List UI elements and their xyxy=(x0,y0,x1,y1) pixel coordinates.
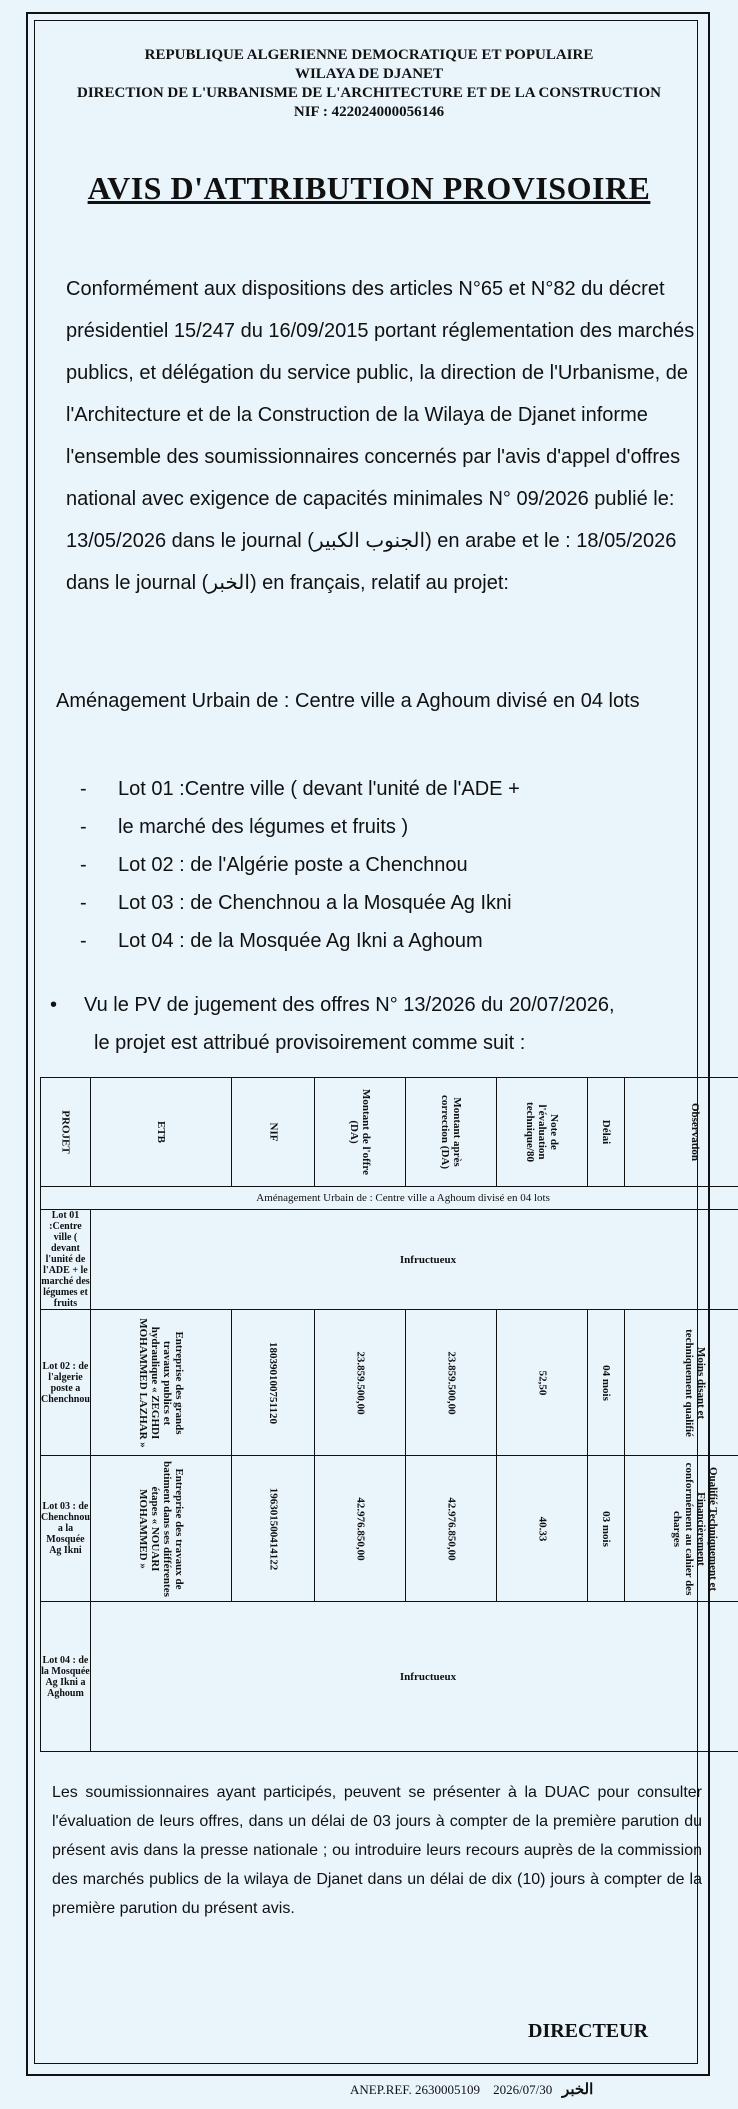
nif-cell: 180390100751120 xyxy=(231,1310,315,1456)
list-item: - Lot 02 : de l'Algérie poste a Chenchnou xyxy=(80,846,520,884)
header-nif: NIF : 422024000056146 xyxy=(293,104,445,120)
column-header: NIF xyxy=(231,1078,315,1187)
column-header: Montant de l'offre (DA) xyxy=(315,1078,406,1187)
table-row xyxy=(41,1456,738,1602)
table-row xyxy=(41,1210,738,1310)
document-header xyxy=(0,46,738,122)
header-republic: REPUBLIQUE ALGERIENNE DEMOCRATIQUE ET POPULAIRE xyxy=(144,47,594,63)
project-title: Aménagement Urbain de : Centre ville a Aghoum divisé en 04 lots xyxy=(56,690,640,712)
newspaper-logo: الخبر xyxy=(562,2082,594,2098)
etb-cell: Entreprise des grands travaux publics et hydraulique « ZEGHDI MOHAMMED LAZHAR » xyxy=(90,1310,231,1456)
pv-line-1: Vu le PV de jugement des offres N° 13/2026 du 20/07/2026, xyxy=(84,994,615,1016)
notice-title: AVIS D'ATTRIBUTION PROVISOIRE xyxy=(87,170,651,206)
results-table xyxy=(40,1077,738,1752)
nif-cell: 196301500414122 xyxy=(231,1456,315,1602)
lots-list xyxy=(80,770,520,960)
infructueux-cell: Infructueux xyxy=(90,1602,738,1752)
observation-cell: Qualifié Techniquement et Financièrement conformément au cahier des charges xyxy=(625,1456,738,1602)
column-header: Note de l'évaluation technique/80 xyxy=(497,1078,588,1187)
table-group-row xyxy=(41,1187,738,1210)
lot-cell: Lot 02 : de l'algerie poste a Chenchnou xyxy=(41,1310,91,1456)
infructueux-cell: Infructueux xyxy=(90,1210,738,1310)
pv-statement xyxy=(50,986,615,1062)
column-header: Montant après correction (DA) xyxy=(406,1078,497,1187)
closing-paragraph: Les soumissionnaires ayant participés, peuvent se présenter à la DUAC pour consulter l'évaluation de leurs offres, dans un délai de 03 jours à compter de la première parution du présent avis dans la presse nationale ; ou introduire leurs recours auprès de la commission des marchés publics de la wilaya de Djanet dans un délai de dix (10) jours à compter de la première parution du présent avis. xyxy=(52,1784,702,1917)
column-header: Délai xyxy=(588,1078,625,1187)
list-item: - Lot 03 : de Chenchnou a la Mosquée Ag Ikni xyxy=(80,884,520,922)
delai-cell: 03 mois xyxy=(588,1456,625,1602)
etb-cell: Entreprise des travaux de batiment dans ses différentes étapes « NOUARI MOHAMMED » xyxy=(90,1456,231,1602)
table-header-row xyxy=(41,1078,738,1187)
header-wilaya: WILAYA DE DJANET xyxy=(294,66,444,82)
intro-paragraph: Conformément aux dispositions des articles N°65 et N°82 du décret présidentiel 15/247 du 16/09/2015 portant réglementation des marchés publics, et délégation du service public, la direction de l'Urbanisme, de l'Architecture et de la Construction de la Wilaya de Djanet informe l'ensemble des soumissionnaires concernés par l'avis d'appel d'offres national avec exigence de capacités minimales N° 09/2026 publié le: 13/05/2026 dans le journal (الجنوب الكبير) en arabe et le : 18/05/2026 dans le journal (الخبر) en français, relatif au projet: xyxy=(66,278,695,594)
table-row xyxy=(41,1310,738,1456)
list-item: - le marché des légumes et fruits ) xyxy=(80,808,520,846)
list-item: - Lot 04 : de la Mosquée Ag Ikni a Aghoum xyxy=(80,922,520,960)
header-direction: DIRECTION DE L'URBANISME DE L'ARCHITECTURE ET DE LA CONSTRUCTION xyxy=(76,85,661,101)
list-item: - Lot 01 :Centre ville ( devant l'unité de l'ADE + xyxy=(80,770,520,808)
column-header: ETB xyxy=(90,1078,231,1187)
delai-cell: 04 mois xyxy=(588,1310,625,1456)
publication-footer xyxy=(350,2080,593,2099)
column-header: PROJET xyxy=(41,1078,91,1187)
column-header: Observation xyxy=(625,1078,738,1187)
lot-cell: Lot 01 :Centre ville ( devant l'unité de l'ADE + le marché des légumes et fruits xyxy=(41,1210,90,1309)
lot-cell: Lot 04 : de la Mosquée Ag Ikni a Aghoum xyxy=(41,1602,91,1752)
pv-line-2: le projet est attribué provisoirement comme suit : xyxy=(94,1032,526,1054)
montant-corrige-cell: 42.976.850,00 xyxy=(406,1456,497,1602)
group-label: Aménagement Urbain de : Centre ville a Aghoum divisé en 04 lots xyxy=(41,1187,738,1210)
observation-cell: Moins disant et techniquement qualifié xyxy=(625,1310,738,1456)
signature-title: DIRECTEUR xyxy=(528,2020,649,2042)
note-cell: 52,50 xyxy=(497,1310,588,1456)
montant-cell: 23.859.500,00 xyxy=(315,1310,406,1456)
montant-corrige-cell: 23.859.500,00 xyxy=(406,1310,497,1456)
lot-cell: Lot 03 : de Chenchnou a la Mosquée Ag Ikni xyxy=(41,1456,91,1602)
publication-date: 2026/07/30 xyxy=(493,2082,553,2097)
note-cell: 40.33 xyxy=(497,1456,588,1602)
bullet-icon: • xyxy=(50,994,58,1016)
table-row xyxy=(41,1602,738,1752)
anep-reference: ANEP.REF. 2630005109 xyxy=(350,2082,481,2097)
montant-cell: 42.976.850,00 xyxy=(315,1456,406,1602)
